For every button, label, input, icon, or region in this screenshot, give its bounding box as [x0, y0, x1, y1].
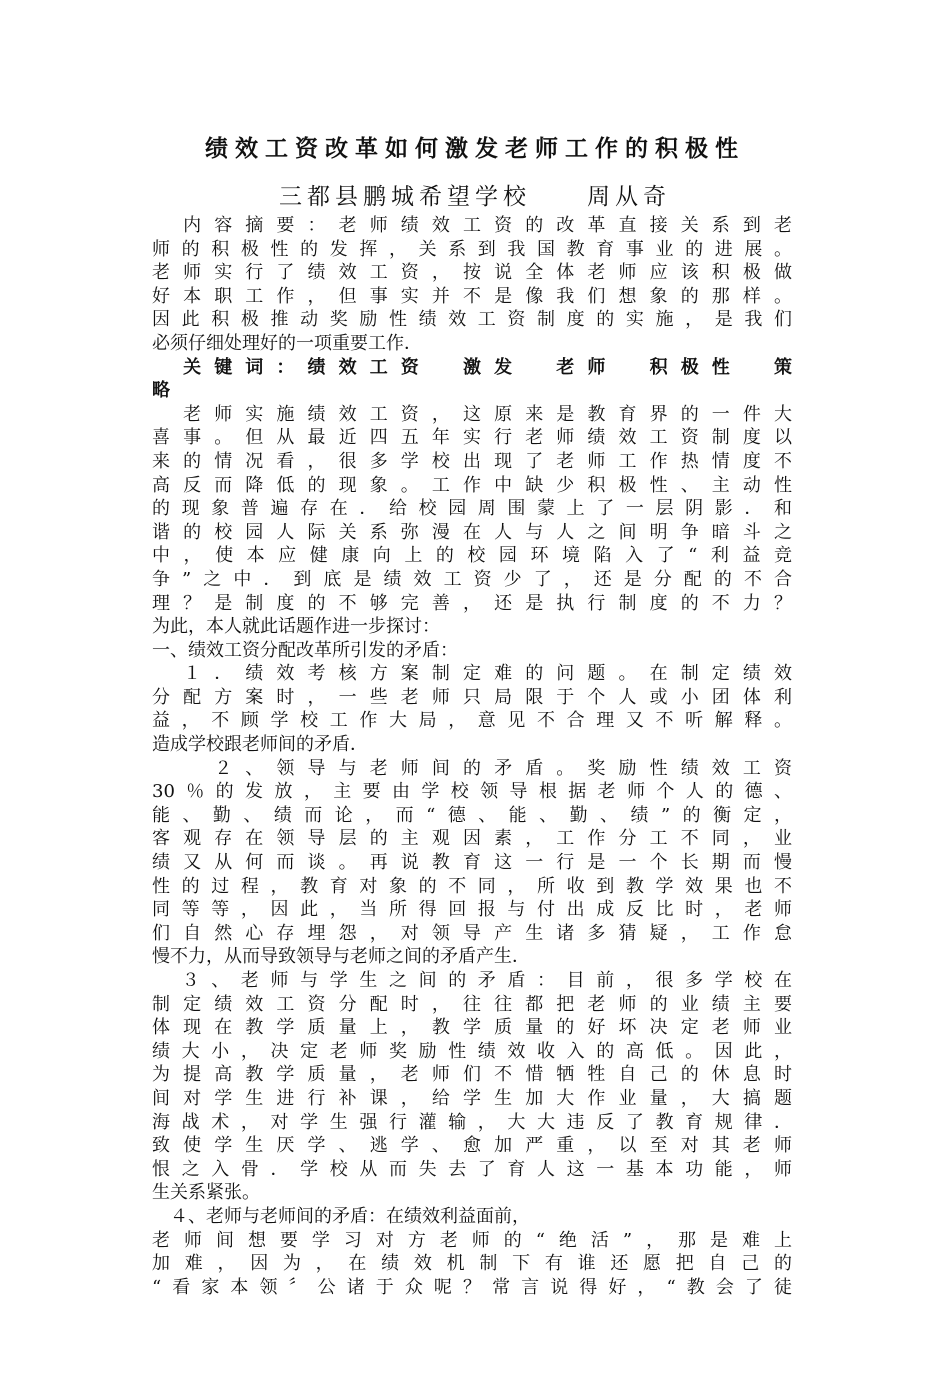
text-line: 益，不顾学校工作大局，意见不合理又不听解释。: [152, 710, 792, 732]
text-line: 老师间想要学习对方老师的“绝活”，那是难上: [152, 1229, 792, 1251]
text-line: 加难，因为，在绩效机制下有谁还愿把自己的: [152, 1253, 792, 1275]
text-line: １．绩效考核方案制定难的问题。在制定绩效: [152, 663, 792, 685]
text-line: 师的积极性的发挥，关系到我国教育事业的进展。: [152, 238, 792, 260]
text-line: 老师实施绩效工资，这原来是教育界的一件大: [152, 403, 792, 425]
text-line: 为提高教学质量，老师们不惜牺牲自己的休息时: [152, 1064, 792, 1086]
text-line: 好本职工作，但事实并不是像我们想象的那样。: [152, 285, 792, 307]
text-line: “看家本领〞公诸于众呢？常言说得好，“教会了徒: [152, 1276, 792, 1298]
text-line: 恨之入骨．学校从而失去了育人这一基本功能，师: [152, 1158, 792, 1180]
text-line: 绩大小，决定老师奖励性绩效收入的高低。因此，: [152, 1040, 792, 1062]
text-line: 争”之中．到底是绩效工资少了，还是分配的不合: [152, 568, 792, 590]
text-line: 老师实行了绩效工资，按说全体老师应该积极做: [152, 262, 792, 284]
text-line: 制定绩效工资分配时，往往都把老师的业绩主要: [152, 993, 792, 1015]
text-line: 绩又从何而谈。再说教育这一行是一个长期而慢: [152, 852, 792, 874]
text-line: 因此积极推动奖励性绩效工资制度的实施，是我们: [152, 309, 792, 331]
text-line: 生关系紧张。: [152, 1182, 260, 1204]
text-line: 略: [152, 380, 170, 402]
text-line: 来的情况看，很多学校出现了老师工作热情度不: [152, 450, 792, 472]
text-line: 海战术，对学生强行灌输，大大违反了教育规律．: [152, 1111, 792, 1133]
text-line: 为此，本人就此话题作进一步探讨：: [152, 616, 440, 638]
text-line: 高反而降低的现象。工作中缺少积极性、主动性: [152, 474, 792, 496]
text-line: 同等等，因此，当所得回报与付出成反比时，老师: [152, 899, 792, 921]
text-line: 慢不力，从而导致领导与老师之间的矛盾产生．: [152, 946, 530, 968]
text-line: 间对学生进行补课，给学生加大作业量，大搞题: [152, 1087, 792, 1109]
text-line: ４、老师与老师间的矛盾：在绩效利益面前，: [152, 1205, 530, 1227]
text-line: 30％的发放，主要由学校领导根据老师个人的德、: [152, 781, 792, 803]
text-line: 喜事。但从最近四五年实行老师绩效工资制度以: [152, 427, 792, 449]
text-line: 关键词：绩效工资 激发 老师 积极性 策: [152, 356, 792, 378]
author-line: 三都县鹏城希望学校 周从奇: [279, 184, 671, 210]
document-body: [152, 214, 792, 1299]
text-line: 中，使本应健康向上的校园环境陷入了“利益竞: [152, 545, 792, 567]
text-line: 内容摘要：老师绩效工资的改革直接关系到老: [152, 215, 792, 236]
text-line: 们自然心存埋怨，对领导产生诸多猜疑，工作怠: [152, 922, 792, 944]
text-line: 理？是制度的不够完善，还是执行制度的不力？: [152, 592, 792, 614]
text-line: 的现象普遍存在．给校园周围蒙上了一层阴影．和: [152, 498, 792, 520]
text-line: 必须仔细处理好的一项重要工作．: [152, 332, 422, 354]
text-line: 谐的校园人际关系弥漫在人与人之间明争暗斗之: [152, 521, 792, 543]
text-line: 致使学生厌学、逃学、愈加严重，以至对其老师: [152, 1135, 792, 1157]
text-line: 客观存在领导层的主观因素，工作分工不同，业: [152, 828, 792, 850]
text-line: 体现在教学质量上，教学质量的好坏决定老师业: [152, 1017, 792, 1039]
text-line: 能、勤、绩而论，而“德、能、勤、绩”的衡定，: [152, 804, 792, 826]
document-title: 绩效工资改革如何激发老师工作的积极性: [205, 135, 745, 162]
text-line: 分配方案时，一些老师只局限于个人或小团体利: [152, 686, 792, 708]
text-line: 一、绩效工资分配改革所引发的矛盾：: [152, 639, 458, 661]
text-line: ３、老师与学生之间的矛盾：目前，很多学校在: [152, 970, 792, 991]
text-line: ２、领导与老师间的矛盾。奖励性绩效工资: [152, 757, 792, 779]
text-line: 性的过程，教育对象的不同，所收到教学效果也不: [152, 875, 792, 897]
text-line: 造成学校跟老师间的矛盾．: [152, 734, 368, 756]
